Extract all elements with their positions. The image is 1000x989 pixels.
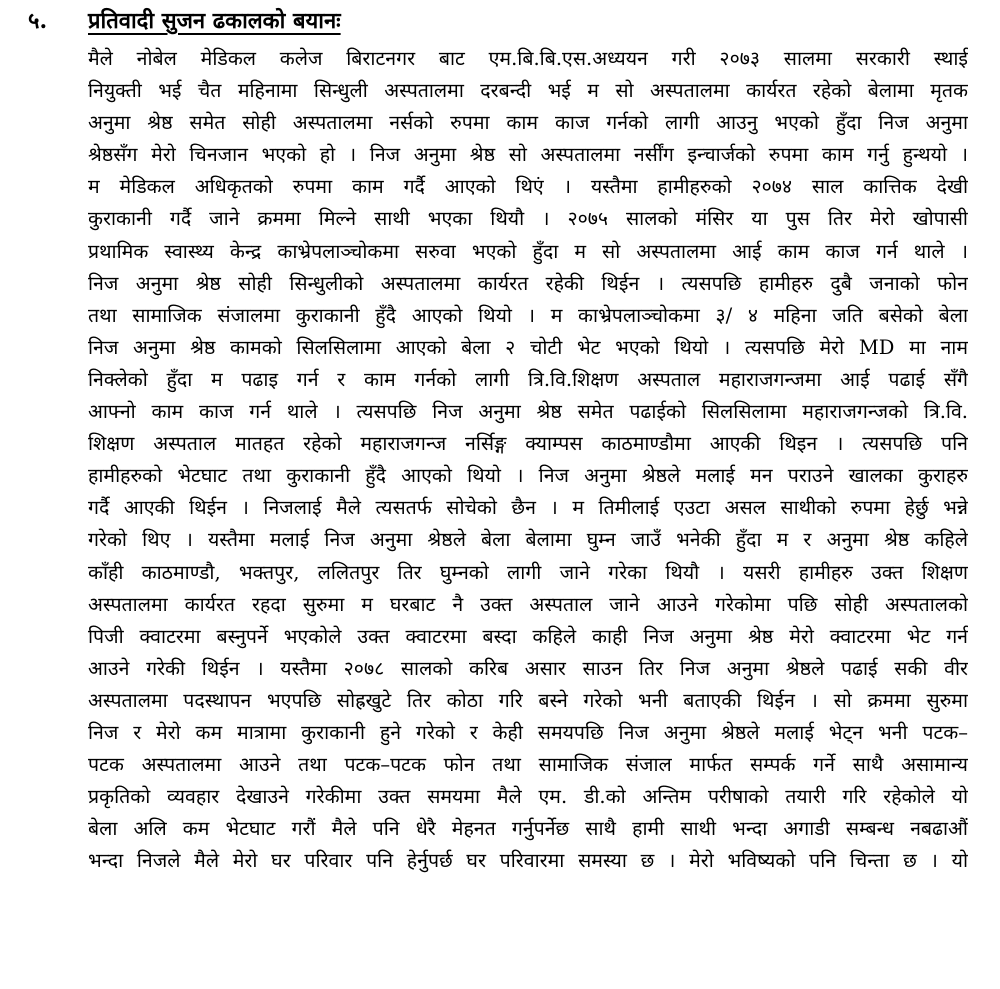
text-line: म मेडिकल अधिकृतको रुपमा काम गर्दै आएको थिएं । यस्तैमा हामीहरुको २०७४ साल कात्तिक देखी bbox=[88, 175, 968, 199]
section-number: ५. bbox=[28, 8, 48, 34]
text-line: आउने गरेकी थिईन । यस्तैमा २०७८ सालको करिब असार साउन तिर निज अनुमा श्रेष्ठले पढाई सकी वीर bbox=[88, 656, 968, 680]
text-line: निज अनुमा श्रेष्ठ कामको सिलसिलामा आएको बेला २ चोटी भेट भएको थियो । त्यसपछि मेरो MD मा नाम bbox=[88, 335, 968, 359]
text-line: शिक्षण अस्पताल मातहत रहेको महाराजगन्ज नर्सिङ्ग क्याम्पस काठमाण्डौमा आएकी थिइन । त्यसपछि पनि bbox=[88, 432, 968, 456]
text-line: श्रेष्ठसँग मेरो चिनजान भएको हो । निज अनुमा श्रेष्ठ सो अस्पतालमा नर्सींग इन्चार्जको रुपमा काम गर्नु हुन्थयो । bbox=[88, 143, 968, 167]
text-line: निज र मेरो कम मात्रामा कुराकानी हुने गरेको र केही समयपछि निज अनुमा श्रेष्ठले मलाई भेट्न भनी पटक– bbox=[88, 720, 968, 744]
text-line: कुराकानी गर्दै जाने क्रममा मिल्ने साथी भएका थियौ । २०७५ सालको मंसिर या पुस तिर मेरो खोपासी bbox=[88, 207, 968, 231]
text-line: अनुमा श्रेष्ठ समेत सोही अस्पतालमा नर्सको रुपमा काम काज गर्नको लागी आउनु भएको हुँदा निज अनुमा bbox=[88, 111, 968, 135]
statement-body bbox=[88, 43, 968, 877]
text-line: पटक अस्पतालमा आउने तथा पटक–पटक फोन तथा सामाजिक संजाल मार्फत सम्पर्क गर्ने साथै असामान्य bbox=[88, 753, 968, 777]
text-line: गरेको थिए । यस्तैमा मलाई निज अनुमा श्रेष्ठले बेला बेलामा घुम्न जाउँ भनेकी हुँदा म र अनुमा श्रेष्ठ कहिले bbox=[88, 528, 968, 552]
text-line: अस्पतालमा कार्यरत रहदा सुरुमा म घरबाट नै उक्त अस्पताल जाने आउने गरेकोमा पछि सोही अस्पतालको bbox=[88, 592, 968, 616]
text-line: हामीहरुको भेटघाट तथा कुराकानी हुँदै आएको थियो । निज अनुमा श्रेष्ठले मलाई मन पराउने खालका कुराहरु bbox=[88, 464, 968, 488]
text-line: पिजी क्वाटरमा बस्नुपर्ने भएकोले उक्त क्वाटरमा बस्दा कहिले काही निज अनुमा श्रेष्ठ मेरो क्वाटरमा भेट गर्न bbox=[88, 624, 968, 648]
text-line: अस्पतालमा पदस्थापन भएपछि सोह्रखुटे तिर कोठा गरि बस्ने गरेको भनी बताएकी थिईन । सो क्रममा सुरुमा bbox=[88, 688, 968, 712]
text-line: प्रथामिक स्वास्थ्य केन्द्र काभ्रेपलाञ्चोकमा सरुवा भएको हुँदा म सो अस्पतालमा आई काम काज गर्न थाले । bbox=[88, 239, 968, 263]
text-line: तथा सामाजिक संजालमा कुराकानी हुँदै आएको थियो । म काभ्रेपलाञ्चोकमा ३/ ४ महिना जति बसेको बेला bbox=[88, 303, 968, 327]
section-heading: प्रतिवादी सुजन ढकालको बयानः bbox=[88, 8, 341, 34]
text-line: प्रकृतिको व्यवहार देखाउने गरेकीमा उक्त समयमा मैले एम. डी.को अन्तिम परीषाको तयारी गरि रहेकोले यो bbox=[88, 785, 968, 809]
text-line: आफ्नो काम काज गर्न थाले । त्यसपछि निज अनुमा श्रेष्ठ समेत पढाईको सिलसिलामा महाराजगन्जको त्रि.वि. bbox=[88, 400, 968, 424]
text-line: निज अनुमा श्रेष्ठ सोही सिन्धुलीको अस्पतालमा कार्यरत रहेकी थिईन । त्यसपछि हामीहरु दुबै जनाको फोन bbox=[88, 271, 968, 295]
text-line: निक्लेको हुँदा म पढाइ गर्न र काम गर्नको लागी त्रि.वि.शिक्षण अस्पताल महाराजगन्जमा आई पढाई सँगै bbox=[88, 367, 968, 391]
text-line: भन्दा निजले मैले मेरो घर परिवार पनि हेर्नुपर्छ घर परिवारमा समस्या छ । मेरो भविष्यको पनि चिन्ता छ । यो bbox=[88, 849, 968, 873]
text-line: नियुक्ती भई चैत महिनामा सिन्धुली अस्पतालमा दरबन्दी भई म सो अस्पतालमा कार्यरत रहेको बेलामा मृतक bbox=[88, 79, 968, 103]
text-line: मैले नोबेल मेडिकल कलेज बिराटनगर बाट एम.बि.बि.एस.अध्ययन गरी २०७३ सालमा सरकारी स्थाई bbox=[88, 47, 968, 70]
text-line: काँही काठमाण्डौ, भक्तपुर, ललितपुर तिर घुम्नको लागी जाने गरेका थियौ । यसरी हामीहरु उक्त शिक्षण bbox=[88, 560, 968, 584]
text-line: बेला अलि कम भेटघाट गरौं मैले पनि धेरै मेहनत गर्नुपर्नेछ साथै हामी साथी भन्दा अगाडी सम्बन्ध नबढाऔं bbox=[88, 817, 968, 841]
text-line: गर्दै आएकी थिईन । निजलाई मैले त्यसतर्फ सोचेको छैन । म तिमीलाई एउटा असल साथीको रुपमा हेर्छु भन्ने bbox=[88, 496, 968, 520]
